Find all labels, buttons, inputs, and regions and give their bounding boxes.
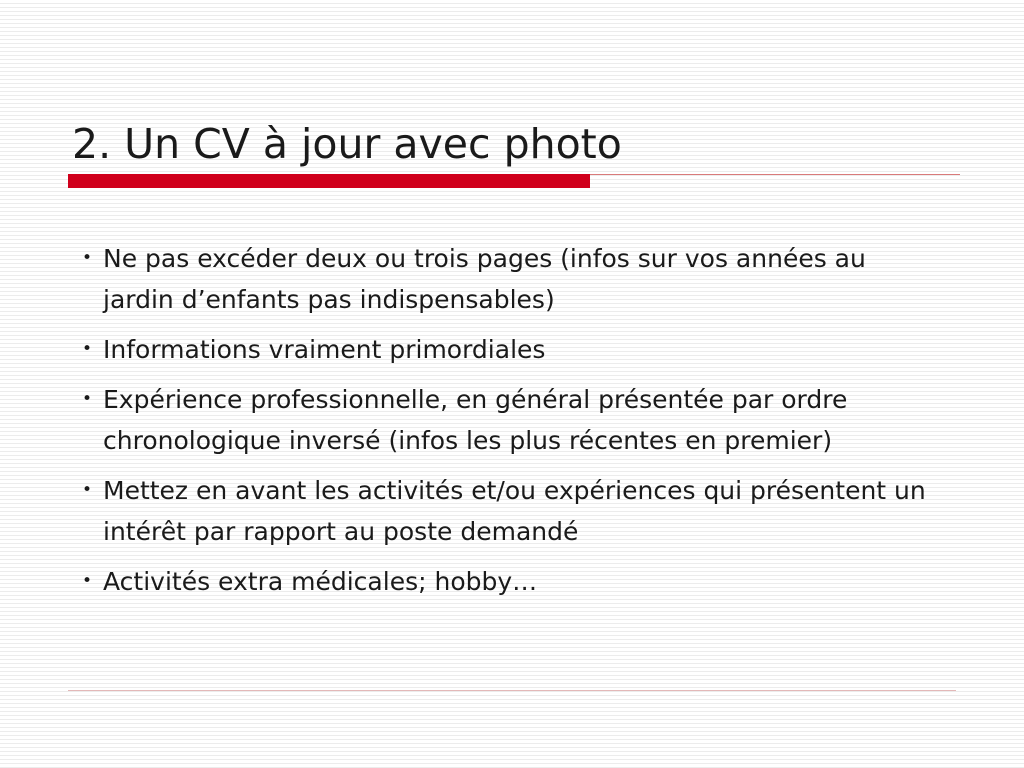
bullet-item: [82, 561, 942, 602]
bullet-dot-icon: •: [82, 480, 93, 500]
bullet-item: [82, 329, 942, 370]
bullet-dot-icon: •: [82, 389, 93, 409]
bullet-text: Ne pas excéder deux ou trois pages (infos sur vos années au jardin d’enfants pas indispensables): [103, 244, 866, 314]
bullet-item: [82, 470, 942, 552]
bullet-dot-icon: •: [82, 571, 93, 591]
bullet-list: [82, 238, 942, 611]
bullet-text: Mettez en avant les activités et/ou expériences qui présentent un intérêt par rapport au poste demandé: [103, 476, 926, 546]
bullet-text: Activités extra médicales; hobby…: [103, 567, 538, 596]
bullet-dot-icon: •: [82, 248, 93, 268]
slide-title: 2. Un CV à jour avec photo: [72, 120, 622, 168]
bullet-text: Expérience professionnelle, en général présentée par ordre chronologique inversé (infos les plus récentes en premier): [103, 385, 848, 455]
title-accent-bar: [68, 174, 590, 188]
bullet-item: [82, 238, 942, 320]
bullet-dot-icon: •: [82, 339, 93, 359]
bullet-item: [82, 379, 942, 461]
bullet-text: Informations vraiment primordiales: [103, 335, 546, 364]
footer-divider-line: [68, 690, 956, 691]
